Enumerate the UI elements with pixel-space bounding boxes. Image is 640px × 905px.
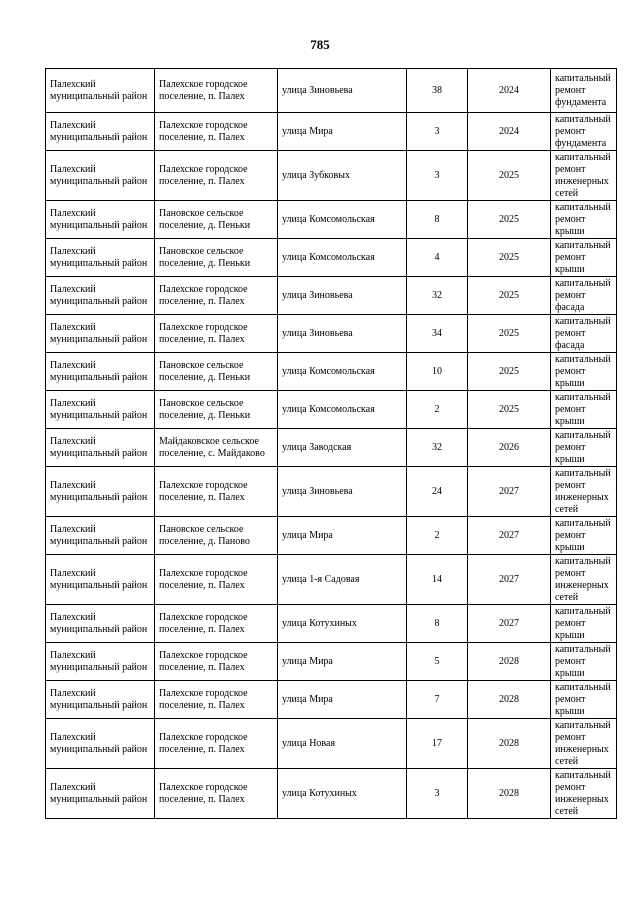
- settlement-cell: Палехское городское поселение, п. Палех: [155, 555, 278, 605]
- settlement-cell: Палехское городское поселение, п. Палех: [155, 467, 278, 517]
- settlement-cell: Палехское городское поселение, п. Палех: [155, 277, 278, 315]
- page-number: 785: [310, 37, 330, 52]
- work-type-cell: капитальный ремонт инженерных сетей: [551, 769, 617, 819]
- settlement-cell: Майдаковское сельское поселение, с. Майдаково: [155, 429, 278, 467]
- street-cell: улица Зиновьева: [278, 467, 407, 517]
- settlement-cell: Палехское городское поселение, п. Палех: [155, 643, 278, 681]
- street-cell: улица Заводская: [278, 429, 407, 467]
- district-cell: Палехский муниципальный район: [46, 769, 155, 819]
- house-number-cell: 32: [407, 429, 468, 467]
- street-cell: улица Зиновьева: [278, 277, 407, 315]
- settlement-cell: Палехское городское поселение, п. Палех: [155, 315, 278, 353]
- year-cell: 2025: [468, 239, 551, 277]
- district-cell: Палехский муниципальный район: [46, 719, 155, 769]
- work-type-cell: капитальный ремонт крыши: [551, 605, 617, 643]
- district-cell: Палехский муниципальный район: [46, 467, 155, 517]
- settlement-cell: Пановское сельское поселение, д. Пеньки: [155, 201, 278, 239]
- street-cell: улица Комсомольская: [278, 201, 407, 239]
- work-type-cell: капитальный ремонт крыши: [551, 201, 617, 239]
- repair-schedule-table: [45, 68, 617, 819]
- table-row: [46, 769, 617, 819]
- year-cell: 2025: [468, 201, 551, 239]
- settlement-cell: Палехское городское поселение, п. Палех: [155, 719, 278, 769]
- year-cell: 2027: [468, 467, 551, 517]
- street-cell: улица Зубковых: [278, 151, 407, 201]
- settlement-cell: Палехское городское поселение, п. Палех: [155, 151, 278, 201]
- table-row: [46, 681, 617, 719]
- year-cell: 2025: [468, 353, 551, 391]
- year-cell: 2028: [468, 643, 551, 681]
- district-cell: Палехский муниципальный район: [46, 69, 155, 113]
- work-type-cell: капитальный ремонт крыши: [551, 643, 617, 681]
- work-type-cell: капитальный ремонт крыши: [551, 517, 617, 555]
- district-cell: Палехский муниципальный район: [46, 353, 155, 391]
- table-row: [46, 605, 617, 643]
- table-row: [46, 315, 617, 353]
- work-type-cell: капитальный ремонт фундамента: [551, 113, 617, 151]
- house-number-cell: 32: [407, 277, 468, 315]
- table-row: [46, 517, 617, 555]
- house-number-cell: 17: [407, 719, 468, 769]
- settlement-cell: Палехское городское поселение, п. Палех: [155, 113, 278, 151]
- house-number-cell: 8: [407, 201, 468, 239]
- year-cell: 2028: [468, 769, 551, 819]
- year-cell: 2027: [468, 517, 551, 555]
- street-cell: улица Котухиных: [278, 605, 407, 643]
- street-cell: улица Комсомольская: [278, 391, 407, 429]
- year-cell: 2028: [468, 681, 551, 719]
- table-row: [46, 429, 617, 467]
- work-type-cell: капитальный ремонт инженерных сетей: [551, 719, 617, 769]
- year-cell: 2025: [468, 315, 551, 353]
- house-number-cell: 8: [407, 605, 468, 643]
- house-number-cell: 5: [407, 643, 468, 681]
- district-cell: Палехский муниципальный район: [46, 277, 155, 315]
- district-cell: Палехский муниципальный район: [46, 151, 155, 201]
- work-type-cell: капитальный ремонт крыши: [551, 681, 617, 719]
- settlement-cell: Палехское городское поселение, п. Палех: [155, 769, 278, 819]
- table-row: [46, 113, 617, 151]
- table-row: [46, 69, 617, 113]
- district-cell: Палехский муниципальный район: [46, 517, 155, 555]
- house-number-cell: 4: [407, 239, 468, 277]
- year-cell: 2025: [468, 277, 551, 315]
- house-number-cell: 38: [407, 69, 468, 113]
- year-cell: 2027: [468, 605, 551, 643]
- table-row: [46, 201, 617, 239]
- house-number-cell: 14: [407, 555, 468, 605]
- street-cell: улица 1-я Садовая: [278, 555, 407, 605]
- settlement-cell: Палехское городское поселение, п. Палех: [155, 681, 278, 719]
- work-type-cell: капитальный ремонт инженерных сетей: [551, 467, 617, 517]
- table-row: [46, 353, 617, 391]
- year-cell: 2024: [468, 69, 551, 113]
- street-cell: улица Мира: [278, 681, 407, 719]
- district-cell: Палехский муниципальный район: [46, 239, 155, 277]
- street-cell: улица Комсомольская: [278, 239, 407, 277]
- house-number-cell: 3: [407, 151, 468, 201]
- street-cell: улица Котухиных: [278, 769, 407, 819]
- district-cell: Палехский муниципальный район: [46, 315, 155, 353]
- settlement-cell: Пановское сельское поселение, д. Пеньки: [155, 353, 278, 391]
- year-cell: 2026: [468, 429, 551, 467]
- street-cell: улица Зиновьева: [278, 315, 407, 353]
- street-cell: улица Комсомольская: [278, 353, 407, 391]
- house-number-cell: 2: [407, 391, 468, 429]
- settlement-cell: Палехское городское поселение, п. Палех: [155, 69, 278, 113]
- year-cell: 2025: [468, 151, 551, 201]
- work-type-cell: капитальный ремонт инженерных сетей: [551, 555, 617, 605]
- work-type-cell: капитальный ремонт фасада: [551, 315, 617, 353]
- table-row: [46, 277, 617, 315]
- house-number-cell: 34: [407, 315, 468, 353]
- table-row: [46, 239, 617, 277]
- house-number-cell: 7: [407, 681, 468, 719]
- house-number-cell: 2: [407, 517, 468, 555]
- work-type-cell: капитальный ремонт фасада: [551, 277, 617, 315]
- district-cell: Палехский муниципальный район: [46, 391, 155, 429]
- table-row: [46, 391, 617, 429]
- district-cell: Палехский муниципальный район: [46, 555, 155, 605]
- district-cell: Палехский муниципальный район: [46, 643, 155, 681]
- district-cell: Палехский муниципальный район: [46, 201, 155, 239]
- house-number-cell: 3: [407, 113, 468, 151]
- year-cell: 2024: [468, 113, 551, 151]
- district-cell: Палехский муниципальный район: [46, 681, 155, 719]
- table-row: [46, 467, 617, 517]
- year-cell: 2027: [468, 555, 551, 605]
- table-row: [46, 151, 617, 201]
- settlement-cell: Пановское сельское поселение, д. Пеньки: [155, 391, 278, 429]
- house-number-cell: 3: [407, 769, 468, 819]
- year-cell: 2028: [468, 719, 551, 769]
- table-row: [46, 643, 617, 681]
- house-number-cell: 10: [407, 353, 468, 391]
- work-type-cell: капитальный ремонт крыши: [551, 429, 617, 467]
- work-type-cell: капитальный ремонт крыши: [551, 239, 617, 277]
- street-cell: улица Новая: [278, 719, 407, 769]
- district-cell: Палехский муниципальный район: [46, 605, 155, 643]
- work-type-cell: капитальный ремонт крыши: [551, 391, 617, 429]
- settlement-cell: Палехское городское поселение, п. Палех: [155, 605, 278, 643]
- street-cell: улица Мира: [278, 517, 407, 555]
- house-number-cell: 24: [407, 467, 468, 517]
- settlement-cell: Пановское сельское поселение, д. Пеньки: [155, 239, 278, 277]
- street-cell: улица Мира: [278, 113, 407, 151]
- street-cell: улица Зиновьева: [278, 69, 407, 113]
- settlement-cell: Пановское сельское поселение, д. Паново: [155, 517, 278, 555]
- district-cell: Палехский муниципальный район: [46, 429, 155, 467]
- table-row: [46, 719, 617, 769]
- year-cell: 2025: [468, 391, 551, 429]
- table-row: [46, 555, 617, 605]
- work-type-cell: капитальный ремонт инженерных сетей: [551, 151, 617, 201]
- work-type-cell: капитальный ремонт фундамента: [551, 69, 617, 113]
- district-cell: Палехский муниципальный район: [46, 113, 155, 151]
- work-type-cell: капитальный ремонт крыши: [551, 353, 617, 391]
- street-cell: улица Мира: [278, 643, 407, 681]
